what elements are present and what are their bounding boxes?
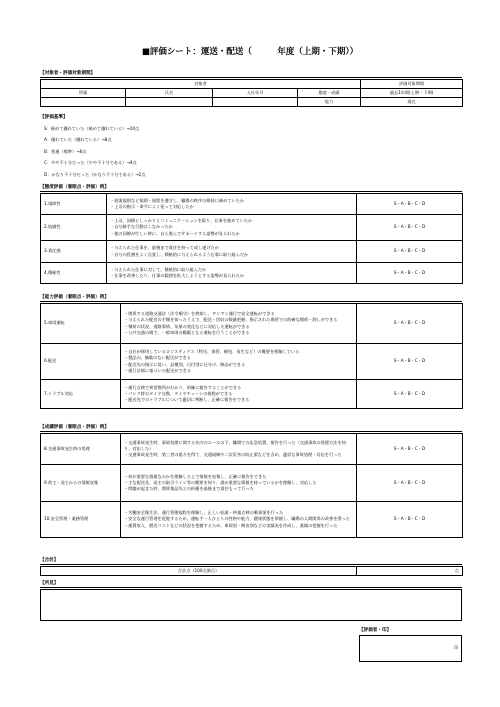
- point: ・ 交通事故発生時、第三者の協力を得て、交通規制や二次災害の防止策などを含め、適切な事故処理・対応を行った: [124, 452, 353, 458]
- point: ・ 就業規則など規則・規程を遵守し、職場の秩序の維持に務めていたか: [110, 198, 353, 204]
- grade-scale[interactable]: S・A・B・C・D: [357, 304, 463, 344]
- point: ・ 関係する道路交通法（法令順守）を熟知し、ワンマン運行で安全運転ができる: [124, 311, 353, 317]
- criteria-s: S：極めて優れていた（極めて優れている）→10点: [44, 126, 140, 131]
- performance-table: [40, 433, 463, 538]
- point: ・ 積荷の状況、道路事情、気象の変化などに対応した運転ができる: [124, 324, 353, 330]
- ability-label: 【能力評価（着眼点・評価）例】: [40, 295, 109, 300]
- grade-scale[interactable]: S・A・B・C・D: [357, 241, 463, 263]
- grade-scale[interactable]: S・A・B・C・D: [357, 502, 463, 538]
- total-score[interactable]: [357, 567, 463, 576]
- total-unit: 点: [454, 567, 459, 573]
- table-row: [41, 304, 463, 344]
- attitude-label: 【態度評価（着眼点・評価）例】: [40, 185, 109, 190]
- ability-table: [40, 303, 463, 409]
- point: ・ 安全な運行管理を促進するため、運転手一人ひとりの性格や能力、健康状態を掌握し、職場の人間関係の改善を図った: [124, 516, 353, 522]
- item-points: [121, 380, 357, 409]
- point: ・ 他の同僚が忙しい時に、自ら進んでサポートする姿勢が見られたか: [110, 231, 353, 237]
- point: ・ 問題が起きた時、関係集品先との折衝を最後まで責任もって行った: [124, 486, 353, 492]
- item-name: 10.安全管理・業務管理: [41, 502, 121, 538]
- point: ・ 運賃収入、燃送コストなどの状況を把握するため、車両別・期省別などの実績表を作成し、業績の把握を行った: [124, 523, 353, 529]
- item-points: [107, 194, 357, 215]
- point: ・ 与えられた仕事を、最後まで責任を持って成し遂げたか: [110, 245, 353, 251]
- item-points: [107, 215, 357, 241]
- total-label: 【合計】: [40, 558, 59, 563]
- divider: [40, 77, 462, 78]
- criteria-a: A：優れていた（優れている）→8点: [44, 137, 112, 142]
- grade-scale[interactable]: S・A・B・C・D: [357, 344, 463, 380]
- header-dept: 所属: [41, 89, 126, 98]
- grade-scale[interactable]: S・A・B・C・D: [357, 465, 463, 502]
- divider: [40, 191, 462, 192]
- item-points: [121, 502, 357, 538]
- item-points: [121, 465, 357, 502]
- performance-label: 【成績評価（着眼点・評価）例】: [40, 425, 109, 430]
- divider: [40, 587, 462, 588]
- table-row: [41, 434, 463, 465]
- point: ・ 配送先の指示に従い、品種別、日付別に仕分け、納品ができる: [124, 362, 353, 368]
- grade-scale[interactable]: S・A・B・C・D: [357, 215, 463, 241]
- criteria-c: C：やや不十分だった（やや不十分である）→4点: [44, 160, 137, 165]
- sheet-title: ■評価シート：運送・配送（ 年度（上期・下期））: [141, 47, 359, 57]
- period-value: 過去1年間(上期・下期): [361, 89, 463, 98]
- item-points: [107, 263, 357, 284]
- point: ・ パンク時のタイヤ交換、タイヤチェーンの着脱ができる: [124, 391, 353, 397]
- remarks-field[interactable]: [41, 590, 462, 621]
- evaluator-table: [359, 635, 462, 662]
- name-value[interactable]: [126, 98, 213, 107]
- point: ・ 運行点検で異常箇所がわかり、的確に報告することができる: [124, 385, 353, 391]
- evaluator-label: 【評価者・印】: [359, 628, 392, 633]
- total-table: [40, 566, 463, 576]
- point: ・ 自分勝手な行動はしなかったか: [110, 224, 353, 230]
- item-points: [107, 241, 357, 263]
- header-ability: 能力: [298, 98, 361, 107]
- point: ・ 上司、同僚としっかりとコミュニケーションを取り、仕事を進めていたか: [110, 218, 353, 224]
- item-name: 2.協調性: [41, 215, 107, 241]
- table-row: [41, 194, 463, 215]
- remarks-table: [40, 589, 462, 621]
- table-row: [41, 344, 463, 380]
- attitude-table: [40, 193, 463, 284]
- divider: [40, 431, 462, 432]
- point: ・ 何が重要な情報なのかを理解した上で情報を収集し、正確に報告をできた: [124, 474, 353, 480]
- header-name: 氏名: [126, 89, 213, 98]
- header-rating: 態度・成績: [298, 89, 361, 98]
- point: ・ 交通事故発生時、事故処理に関する社内のルールの下、職場での応急処置、報告を行った（交通事故の処理方法を知り、対応した）: [124, 440, 353, 452]
- header-person: 対象者: [41, 80, 361, 89]
- table-row: [41, 241, 463, 263]
- point: ・ 製品の、無駄のない配送ができる: [124, 355, 353, 361]
- target-table: [40, 79, 463, 107]
- item-points: [121, 304, 357, 344]
- point: ・ 仕事を改善したり、仕事の範囲を拡大しようとする姿勢が見られたか: [110, 273, 353, 279]
- header-period: 評価対象期間: [361, 80, 463, 89]
- item-name: 8.交通事故発生時の処理: [41, 434, 121, 465]
- point: ・ 与えられた配送の手順を知ったうえで、配送・回収の数量把握、指示された場所での的確な積荷・卸しができる: [124, 317, 353, 323]
- point: ・ 自社が採用しているロジスティクス（特送、保管、梱包、再生など）の概要を理解している: [124, 349, 353, 355]
- total-caption: 合計点（100点満点）: [41, 567, 357, 576]
- item-name: 3.責任感: [41, 241, 107, 263]
- item-points: [121, 434, 357, 465]
- item-name: 6.配送: [41, 344, 121, 380]
- header-join: 入社年月: [213, 89, 298, 98]
- item-name: 7.トラブル対応: [41, 380, 121, 409]
- table-row: [41, 502, 463, 538]
- divider: [40, 301, 462, 302]
- table-row: [41, 465, 463, 502]
- point: ・ 公共交通の場で、一般車両の模範となる運転を行うことができる: [124, 330, 353, 336]
- grade-scale[interactable]: S・A・B・C・D: [357, 263, 463, 284]
- point: ・ 上司の指示・命令によく従って対応したか: [110, 204, 353, 210]
- criteria-d: D：かなり不十分だった（かなり不十分である）→2点: [44, 172, 146, 177]
- seal-mark: 印: [453, 645, 458, 651]
- item-name: 1.規律性: [41, 194, 107, 215]
- grade-scale[interactable]: S・A・B・C・D: [357, 194, 463, 215]
- criteria-label: 【評価基準】: [40, 115, 68, 120]
- point: ・ 主な配送先、発主の取引ライン等の概要を知り、誰が重要な情報を持っているかを理解し、対応した: [124, 480, 353, 486]
- table-row: [41, 263, 463, 284]
- grade-scale[interactable]: S・A・B・C・D: [357, 380, 463, 409]
- grade-scale[interactable]: S・A・B・C・D: [357, 434, 463, 465]
- point: ・ 与えられた仕事に対して、積極的に取り組んだか: [110, 267, 353, 273]
- item-name: 4.積極性: [41, 263, 107, 284]
- point: ・ 労働安全衛生法、運行管理規程を理解し、正しい始業・終業点検の戦事項を行った: [124, 510, 353, 516]
- evaluator-seal-field[interactable]: [360, 636, 462, 662]
- target-section-label: 【対象者・評価対象期間】: [40, 71, 96, 76]
- dept-value[interactable]: [41, 98, 126, 107]
- table-row: [41, 215, 463, 241]
- remarks-label: 【所見】: [40, 581, 59, 586]
- criteria-b: B：普通（標準）→6点: [44, 149, 87, 154]
- join-value[interactable]: [213, 98, 298, 107]
- item-name: 5.車両運転: [41, 304, 121, 344]
- point: ・ 運行計画に基づいた配送ができる: [124, 368, 353, 374]
- item-points: [121, 344, 357, 380]
- divider: [40, 564, 462, 565]
- ability-value: 現在: [361, 98, 463, 107]
- point: ・ 配送先でのトラブルについて適切に判断し、正確に報告をできる: [124, 397, 353, 403]
- point: ・ 自分の役割をよく自覚し、積極的に与えられるよう仕事に取り組んだか: [110, 252, 353, 258]
- item-name: 9.荷主・発主からの情報収集: [41, 465, 121, 502]
- table-row: [41, 380, 463, 409]
